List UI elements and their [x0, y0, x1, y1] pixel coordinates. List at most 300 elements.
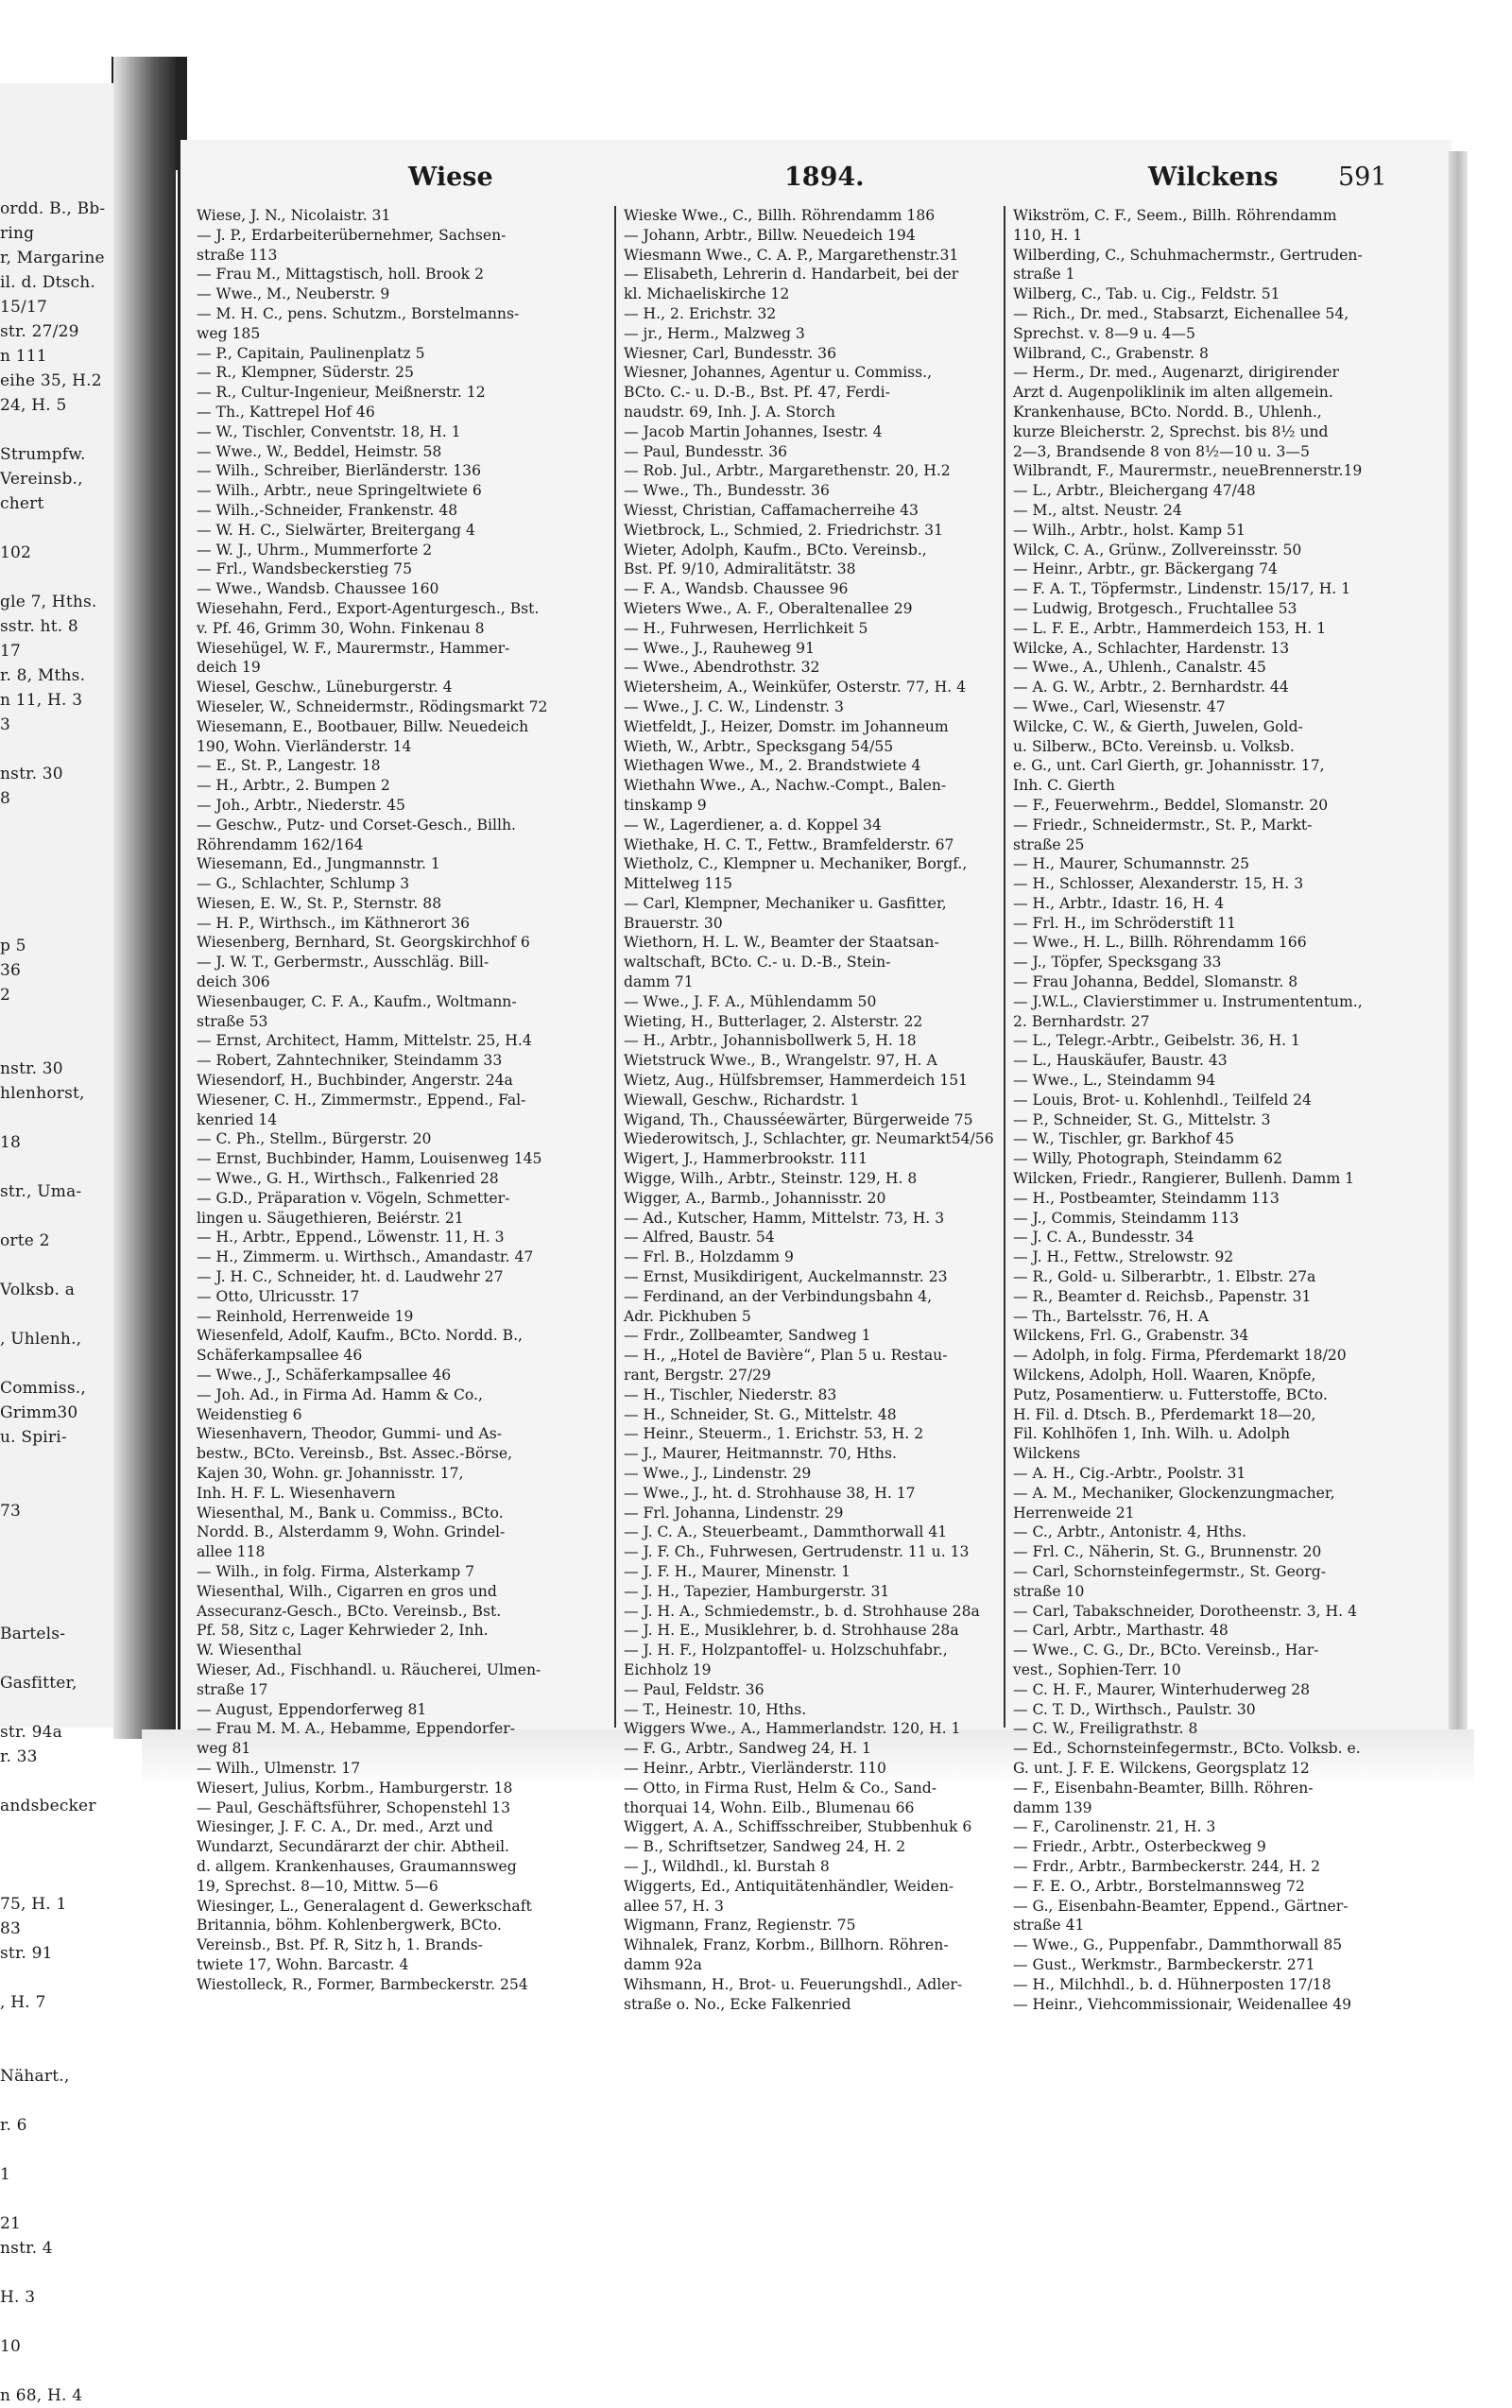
directory-entry: — C. H. F., Maurer, Winterhuderweg 28 — [1013, 1680, 1311, 1698]
directory-entry: Wietbrock, L., Schmied, 2. Friedrichstr. 31 — [624, 521, 944, 539]
directory-entry: allee 118 — [197, 1543, 266, 1561]
directory-entry: — H., Tischler, Niederstr. 83 — [624, 1385, 837, 1403]
left-page-fragment: gle 7, Hths. — [0, 593, 97, 611]
directory-entry: Wieth, W., Arbtr., Specksgang 54/55 — [624, 737, 894, 755]
left-page-fragment: 18 — [0, 1133, 22, 1152]
directory-entry: — Gust., Werkmstr., Barmbeckerstr. 271 — [1013, 1955, 1315, 1973]
directory-entry: damm 71 — [624, 973, 694, 991]
directory-entry: e. G., unt. Carl Gierth, gr. Johannisstr. 17, — [1013, 757, 1325, 775]
directory-entry: Wiestolleck, R., Former, Barmbeckerstr. 254 — [197, 1975, 528, 1993]
left-page-fragment — [0, 2089, 170, 2113]
directory-entry: Wiesst, Christian, Caffamacherreihe 43 — [624, 501, 919, 519]
directory-entry: Wiesenfeld, Adolf, Kaufm., BCto. Nordd. B., — [197, 1327, 524, 1345]
directory-entry: Wiesener, C. H., Zimmermstr., Eppend., Fal- — [197, 1091, 526, 1109]
directory-entry: — Heinr., Steuerm., 1. Erichstr. 53, H. 2 — [624, 1425, 924, 1443]
directory-entry: Mittelweg 115 — [624, 875, 732, 893]
directory-entry: Wiesel, Geschw., Lüneburgerstr. 4 — [197, 679, 453, 697]
directory-entry: 110, H. 1 — [1013, 226, 1083, 244]
directory-entry: Wiesert, Julius, Korbm., Hamburgerstr. 18 — [197, 1779, 513, 1797]
directory-entry: — J. P., Erdarbeiterübernehmer, Sachsen- — [197, 226, 507, 244]
left-page-fragment: Volksb. a — [0, 1281, 76, 1299]
left-page-fragment: n 11, H. 3 — [0, 691, 83, 710]
directory-entry: — H., 2. Erichstr. 32 — [624, 304, 777, 322]
directory-entry: — Elisabeth, Lehrerin d. Handarbeit, bei der — [624, 266, 959, 284]
left-page-fragment: andsbecker — [0, 1797, 96, 1815]
directory-entry: Wilbrandt, F., Maurermstr., neueBrennerstr.19 — [1013, 462, 1363, 480]
directory-entry: kenried 14 — [197, 1110, 278, 1128]
directory-entry: — Frdr., Zollbeamter, Sandweg 1 — [624, 1327, 871, 1345]
directory-entry: — Wwe., Th., Bundesstr. 36 — [624, 482, 830, 500]
directory-entry: Wietstruck Wwe., B., Wrangelstr. 97, H. A — [624, 1052, 937, 1070]
directory-entry: — H., Zimmerm. u. Wirthsch., Amandastr. 47 — [197, 1248, 534, 1266]
left-page-fragment — [0, 2310, 170, 2334]
directory-entry: — C. W., Freiligrathstr. 8 — [1013, 1720, 1198, 1738]
directory-entry: Brauerstr. 30 — [624, 914, 723, 932]
directory-entry: — Wwe., M., Neuberstr. 9 — [197, 285, 390, 303]
directory-entry: — Wilh., Arbtr., holst. Kamp 51 — [1013, 521, 1246, 539]
directory-entry: Wiethagen Wwe., M., 2. Brandstwiete 4 — [624, 757, 921, 775]
directory-entry: Sprechst. v. 8—9 u. 4—5 — [1013, 324, 1195, 342]
directory-entry: Wiesehahn, Ferd., Export-Agenturgesch., Bst. — [197, 599, 540, 617]
directory-entry: Wiesehügel, W. F., Maurermstr., Hammer- — [197, 639, 510, 657]
directory-entry: — G., Eisenbahn-Beamter, Eppend., Gärtner- — [1013, 1897, 1349, 1915]
left-page-fragment: Gasfitter, — [0, 1674, 77, 1693]
left-page-fragment: 2 — [0, 986, 11, 1005]
directory-entry: — August, Eppendorferweg 81 — [197, 1700, 427, 1718]
directory-entry: — J. C. A., Bundesstr. 34 — [1013, 1229, 1194, 1247]
directory-entry: 19, Sprechst. 8—10, Mittw. 5—6 — [197, 1877, 438, 1895]
directory-entry: Wiethahn Wwe., A., Nachw.-Compt., Balen- — [624, 777, 947, 795]
directory-entry: Wiesenbauger, C. F. A., Kaufm., Woltmann- — [197, 992, 517, 1010]
left-page-fragment — [0, 2187, 170, 2211]
directory-entry: — Wwe., J., Lindenstr. 29 — [624, 1465, 812, 1482]
directory-entry: Wiesinger, J. F. C. A., Dr. med., Arzt und — [197, 1818, 493, 1836]
directory-entry: straße 17 — [197, 1680, 268, 1698]
directory-entry: — Wwe., J., Rauheweg 91 — [624, 639, 816, 657]
directory-entry: Wiggert, A. A., Schiffsschreiber, Stubbenhuk 6 — [624, 1818, 972, 1836]
directory-entry: Wigger, A., Barmb., Johannisstr. 20 — [624, 1189, 886, 1207]
directory-entry: Fil. Kohlhöfen 1, Inh. Wilh. u. Adolph — [1013, 1425, 1291, 1443]
directory-entry: vest., Sophien-Terr. 10 — [1013, 1660, 1181, 1678]
left-page-fragment: u. Spiri- — [0, 1428, 67, 1447]
directory-entry: — Heinr., Arbtr., Vierländerstr. 110 — [624, 1759, 886, 1777]
directory-entry: — Ernst, Buchbinder, Hamm, Louisenweg 145 — [197, 1150, 542, 1168]
directory-entry: Wigand, Th., Chausséewärter, Bürgerweide 75 — [624, 1110, 973, 1128]
column-3 — [1013, 206, 1410, 2013]
directory-entry: — F. E. O., Arbtr., Borstelmannsweg 72 — [1013, 1877, 1305, 1895]
left-page-fragment: 75, H. 1 — [0, 1895, 67, 1914]
directory-entry: — J. F. H., Maurer, Minenstr. 1 — [624, 1562, 851, 1580]
directory-entry: BCto. C.- u. D.-B., Bst. Pf. 47, Ferdi- — [624, 384, 890, 402]
directory-entry: d. allgem. Krankenhauses, Graumannsweg — [197, 1857, 517, 1875]
directory-entry: Wigmann, Franz, Regienstr. 75 — [624, 1917, 856, 1935]
directory-entry: Wiesenberg, Bernhard, St. Georgskirchhof 6 — [197, 934, 530, 952]
directory-entry: — Wwe., Carl, Wiesenstr. 47 — [1013, 697, 1226, 715]
left-page-fragment: chert — [0, 494, 44, 513]
left-page-fragment: 83 — [0, 1919, 22, 1938]
directory-entry: Wigge, Wilh., Arbtr., Steinstr. 129, H. 8 — [624, 1170, 918, 1188]
directory-entry: — J. C. A., Steuerbeamt., Dammthorwall 41 — [624, 1523, 948, 1541]
directory-entry: Arzt d. Augenpoliklinik im alten allgemein. — [1013, 384, 1333, 402]
directory-entry: — E., St. P., Langestr. 18 — [197, 757, 381, 775]
directory-entry: straße o. No., Ecke Falkenried — [624, 1995, 851, 2013]
directory-entry: — Ernst, Musikdirigent, Auckelmannstr. 23 — [624, 1268, 948, 1286]
directory-entry: — Frl. H., im Schröderstift 11 — [1013, 914, 1236, 932]
directory-entry: — Heinr., Viehcommissionair, Weidenallee 49 — [1013, 1995, 1352, 2013]
column-2 — [624, 206, 998, 2013]
directory-entry: — Wwe., G. H., Wirthsch., Falkenried 28 — [197, 1170, 499, 1188]
directory-entry: — H., „Hotel de Bavière“, Plan 5 u. Restau- — [624, 1347, 948, 1365]
left-page-fragment: sstr. ht. 8 — [0, 617, 78, 636]
directory-entry: Wiesemann, E., Bootbauer, Billw. Neuedeich — [197, 717, 529, 735]
directory-entry: lingen u. Säugethieren, Beiérstr. 21 — [197, 1209, 464, 1227]
directory-entry: v. Pf. 46, Grimm 30, Wohn. Finkenau 8 — [197, 619, 485, 637]
directory-entry: — H., Maurer, Schumannstr. 25 — [1013, 855, 1250, 873]
directory-entry: — C. Ph., Stellm., Bürgerstr. 20 — [197, 1130, 432, 1148]
directory-entry: Wigert, J., Hammerbrookstr. 111 — [624, 1150, 868, 1168]
directory-entry: — Wwe., L., Steindamm 94 — [1013, 1072, 1216, 1090]
directory-entry: straße 41 — [1013, 1917, 1085, 1935]
directory-entry: — C., Arbtr., Antonistr. 4, Hths. — [1013, 1523, 1246, 1541]
directory-entry: — Friedr., Schneidermstr., St. P., Markt- — [1013, 816, 1313, 834]
directory-entry: — H., Arbtr., Johannisbollwerk 5, H. 18 — [624, 1032, 917, 1050]
directory-entry: — J. H., Fettw., Strelowstr. 92 — [1013, 1248, 1234, 1266]
directory-entry: Wietholz, C., Klempner u. Mechaniker, Borgf., — [624, 855, 968, 873]
directory-entry: — J. H., Tapezier, Hamburgerstr. 31 — [624, 1582, 890, 1600]
directory-entry: — H., Arbtr., 2. Bumpen 2 — [197, 777, 390, 795]
directory-entry: — Carl, Arbtr., Marthastr. 48 — [1013, 1622, 1228, 1640]
directory-entry: — Louis, Brot- u. Kohlenhdl., Teilfeld 24 — [1013, 1091, 1312, 1109]
left-page-fragment: r. 6 — [0, 2116, 27, 2135]
directory-entry: — H., Arbtr., Idastr. 16, H. 4 — [1013, 894, 1225, 912]
directory-entry: — Geschw., Putz- und Corset-Gesch., Billh. — [197, 816, 516, 834]
directory-entry: — Ad., Kutscher, Hamm, Mittelstr. 73, H. 3 — [624, 1209, 945, 1227]
directory-entry: Wiesinger, L., Generalagent d. Gewerkschaft — [197, 1897, 532, 1915]
directory-entry: — Carl, Tabakschneider, Dorotheenstr. 3, H. 4 — [1013, 1602, 1357, 1620]
directory-entry: — Ferdinand, an der Verbindungsbahn 4, — [624, 1287, 933, 1305]
directory-entry: — Wwe., J. F. A., Mühlendamm 50 — [624, 992, 877, 1010]
directory-entry: — H., Fuhrwesen, Herrlichkeit 5 — [624, 619, 868, 637]
running-header — [198, 163, 1387, 200]
left-page-fragment: ring — [0, 224, 35, 243]
directory-entry: — J., Wildhdl., kl. Burstah 8 — [624, 1857, 830, 1875]
directory-entry: Wihsmann, H., Brot- u. Feuerungshdl., Adler- — [624, 1975, 963, 1993]
directory-entry: — J. H. E., Musiklehrer, b. d. Strohhause 28a — [624, 1622, 959, 1640]
directory-entry: — F. A., Wandsb. Chaussee 96 — [624, 580, 849, 598]
column-1 — [197, 206, 601, 1993]
directory-entry: — P., Schneider, St. G., Mittelstr. 3 — [1013, 1110, 1271, 1128]
directory-entry: Wilckens, Frl. G., Grabenstr. 34 — [1013, 1327, 1249, 1345]
directory-entry: u. Silberw., BCto. Vereinsb. u. Volksb. — [1013, 737, 1295, 755]
directory-entry: Wiethake, H. C. T., Fettw., Bramfelderstr. 67 — [624, 835, 954, 853]
left-page-fragment: 102 — [0, 543, 32, 562]
directory-entry: — F., Feuerwehrm., Beddel, Slomanstr. 20 — [1013, 796, 1329, 814]
directory-entry: — L., Telegr.-Arbtr., Geibelstr. 36, H. 1 — [1013, 1032, 1300, 1050]
directory-entry: — L. F. E., Arbtr., Hammerdeich 153, H. 1 — [1013, 619, 1327, 637]
directory-entry: Wiederowitsch, J., Schlachter, gr. Neumarkt54/56 — [624, 1130, 994, 1148]
left-page-fragment — [0, 2359, 170, 2383]
directory-entry: — Paul, Feldstr. 36 — [624, 1680, 765, 1698]
directory-entry: deich 306 — [197, 973, 270, 991]
directory-entry: — Rob. Jul., Arbtr., Margarethenstr. 20, H.2 — [624, 462, 951, 480]
directory-entry: Wilbrand, C., Grabenstr. 8 — [1013, 344, 1209, 362]
directory-entry: Inh. C. Gierth — [1013, 777, 1115, 795]
directory-entry: — Willy, Photograph, Steindamm 62 — [1013, 1150, 1283, 1168]
directory-entry: kl. Michaeliskirche 12 — [624, 285, 790, 303]
directory-entry: — W. H. C., Sielwärter, Breitergang 4 — [197, 521, 475, 539]
directory-entry: — L., Arbtr., Bleichergang 47/48 — [1013, 482, 1256, 500]
directory-entry: — H., Arbtr., Eppend., Löwenstr. 11, H. 3 — [197, 1229, 505, 1247]
directory-entry: — F. A. T., Töpfermstr., Lindenstr. 15/17, H. 1 — [1013, 580, 1351, 598]
directory-entry: Putz, Posamentierw. u. Futterstoffe, BCto. — [1013, 1385, 1328, 1403]
left-page-fragment: ordd. B., Bb- — [0, 199, 106, 218]
directory-entry: — J. H. F., Holzpantoffel- u. Holzschuhfabr., — [624, 1642, 948, 1660]
left-page-fragment: Grimm30 — [0, 1403, 78, 1422]
directory-entry: — C. T. D., Wirthsch., Paulstr. 30 — [1013, 1700, 1256, 1718]
left-page-fragment: Commiss., — [0, 1379, 86, 1398]
directory-entry: Bst. Pf. 9/10, Admiralitätstr. 38 — [624, 560, 856, 578]
left-page-fragment: str. 91 — [0, 1944, 53, 1963]
directory-entry: — J. F. Ch., Fuhrwesen, Gertrudenstr. 11 u. 13 — [624, 1543, 970, 1561]
directory-entry: — A. G. W., Arbtr., 2. Bernhardstr. 44 — [1013, 679, 1289, 697]
directory-entry: — Friedr., Arbtr., Osterbeckweg 9 — [1013, 1838, 1266, 1856]
directory-entry: — Reinhold, Herrenweide 19 — [197, 1307, 414, 1325]
directory-entry: — Wwe., A., Uhlenh., Canalstr. 45 — [1013, 659, 1266, 677]
directory-entry: — Wwe., J., ht. d. Strohhause 38, H. 17 — [624, 1484, 916, 1502]
directory-entry: Wiesemann, Ed., Jungmannstr. 1 — [197, 855, 440, 873]
directory-entry: — Rich., Dr. med., Stabsarzt, Eichenallee 54, — [1013, 304, 1349, 322]
left-page-fragment: r. 8, Mths. — [0, 666, 86, 685]
directory-entry: — Adolph, in folg. Firma, Pferdemarkt 18/20 — [1013, 1347, 1347, 1365]
directory-entry: — Wilh., Ulmenstr. 17 — [197, 1759, 361, 1777]
left-page-fragment: 8 — [0, 789, 11, 808]
directory-entry: — Wwe., J., Schäferkampsallee 46 — [197, 1367, 452, 1385]
page-number: 591 — [1338, 163, 1387, 192]
directory-entry: Wiesenthal, M., Bank u. Commiss., BCto. — [197, 1504, 504, 1522]
directory-entry: 190, Wohn. Vierländerstr. 14 — [197, 737, 412, 755]
directory-entry: — Wwe., Wandsb. Chaussee 160 — [197, 580, 439, 598]
left-page-fragment: , Uhlenh., — [0, 1330, 82, 1349]
left-page-fragment: nstr. 30 — [0, 765, 63, 783]
left-page-fragment: r. 33 — [0, 1747, 38, 1766]
left-page-fragment: n 68, H. 4 — [0, 2386, 83, 2405]
directory-entry: straße 1 — [1013, 266, 1075, 284]
directory-entry: Wiggers Wwe., A., Hammerlandstr. 120, H. 1 — [624, 1720, 961, 1738]
directory-entry: — Otto, Ulricusstr. 17 — [197, 1287, 360, 1305]
header-year: 1894. — [784, 163, 865, 192]
directory-entry: Wilck, C. A., Grünw., Zollvereinsstr. 50 — [1013, 541, 1302, 559]
directory-entry: — Paul, Geschäftsführer, Schopenstehl 13 — [197, 1798, 511, 1816]
directory-entry: — Frl., Wandsbeckerstieg 75 — [197, 560, 413, 578]
directory-entry: — A. M., Mechaniker, Glockenzungmacher, — [1013, 1484, 1335, 1502]
left-page-fragment: H. 3 — [0, 2288, 36, 2307]
left-page-fragment: Vereinsb., — [0, 470, 83, 489]
directory-entry: — Johann, Arbtr., Billw. Neuedeich 194 — [624, 226, 916, 244]
directory-entry: Wikström, C. F., Seem., Billh. Röhrendamm — [1013, 207, 1337, 224]
directory-entry: thorquai 14, Wohn. Eilb., Blumenau 66 — [624, 1798, 915, 1816]
directory-entry: — Frau M. M. A., Hebamme, Eppendorfer- — [197, 1720, 516, 1738]
directory-entry: — H., Schneider, St. G., Mittelstr. 48 — [624, 1405, 897, 1423]
left-page-fragment: 15/17 — [0, 298, 47, 317]
directory-entry: — J. H. A., Schmiedemstr., b. d. Strohhause 28a — [624, 1602, 980, 1620]
directory-entry: — H., Schlosser, Alexanderstr. 15, H. 3 — [1013, 875, 1304, 893]
directory-entry: — R., Klempner, Süderstr. 25 — [197, 364, 414, 382]
left-page-fragment — [0, 1843, 170, 1867]
directory-entry: Krankenhause, BCto. Nordd. B., Uhlenh., — [1013, 403, 1322, 421]
directory-entry: — J., Töpfer, Specksgang 33 — [1013, 954, 1222, 972]
directory-entry: — M., altst. Neustr. 24 — [1013, 501, 1182, 519]
directory-entry: — Frl. Johanna, Lindenstr. 29 — [624, 1504, 844, 1522]
directory-entry: Wiesen, E. W., St. P., Sternstr. 88 — [197, 894, 442, 912]
directory-entry: Wiewall, Geschw., Richardstr. 1 — [624, 1091, 860, 1109]
directory-entry: waltschaft, BCto. C.- u. D.-B., Stein- — [624, 954, 891, 972]
header-right-word: Wilckens — [1148, 163, 1279, 192]
left-page-fragment: il. d. Dtsch. — [0, 273, 96, 292]
directory-entry: — W., Tischler, gr. Barkhof 45 — [1013, 1130, 1235, 1148]
directory-entry: Schäferkampsallee 46 — [197, 1347, 363, 1365]
left-page-fragment: 10 — [0, 2337, 22, 2356]
directory-entry: H. Fil. d. Dtsch. B., Pferdemarkt 18—20, — [1013, 1405, 1316, 1423]
directory-entry: Adr. Pickhuben 5 — [624, 1307, 751, 1325]
left-page-fragment — [0, 2138, 170, 2162]
gutter-shadow — [113, 57, 176, 1739]
directory-entry: — jr., Herm., Malzweg 3 — [624, 324, 805, 342]
directory-entry: Wilckens — [1013, 1445, 1081, 1463]
page-edge — [1449, 151, 1468, 1748]
directory-entry: — H. P., Wirthsch., im Käthnerort 36 — [197, 914, 471, 932]
left-page-fragment: Nähart., — [0, 2067, 70, 2086]
directory-entry: naudstr. 69, Inh. J. A. Storch — [624, 403, 835, 421]
directory-entry: straße 10 — [1013, 1582, 1085, 1600]
directory-entry: Eichholz 19 — [624, 1660, 712, 1678]
directory-entry: damm 139 — [1013, 1798, 1092, 1816]
left-page-fragment: 21 — [0, 2214, 22, 2233]
directory-entry: twiete 17, Wohn. Barcastr. 4 — [197, 1955, 409, 1973]
directory-entry: — R., Gold- u. Silberarbtr., 1. Elbstr. 27a — [1013, 1268, 1316, 1286]
directory-entry: allee 57, H. 3 — [624, 1897, 724, 1915]
directory-entry: — Ed., Schornsteinfegermstr., BCto. Volksb. e. — [1013, 1740, 1361, 1758]
directory-entry: Nordd. B., Alsterdamm 9, Wohn. Grindel- — [197, 1523, 506, 1541]
directory-entry: Wihnalek, Franz, Korbm., Billhorn. Röhren- — [624, 1936, 949, 1954]
directory-entry: Wieske Wwe., C., Billh. Röhrendamm 186 — [624, 207, 936, 224]
left-page-fragment: hlenhorst, — [0, 1084, 85, 1103]
directory-entry: — M. H. C., pens. Schutzm., Borstelmanns- — [197, 304, 520, 322]
column-divider — [1004, 206, 1005, 1728]
directory-entry: — Th., Bartelsstr. 76, H. A — [1013, 1307, 1210, 1325]
directory-entry: — Robert, Zahntechniker, Steindamm 33 — [197, 1052, 503, 1070]
directory-entry: Herrenweide 21 — [1013, 1504, 1135, 1522]
directory-entry: — Ernst, Architect, Hamm, Mittelstr. 25, H.4 — [197, 1032, 532, 1050]
directory-entry: — Joh. Ad., in Firma Ad. Hamm & Co., — [197, 1385, 483, 1403]
directory-entry: Wieting, H., Butterlager, 2. Alsterstr. 22 — [624, 1012, 923, 1030]
left-page-fragment: orte 2 — [0, 1231, 50, 1250]
left-page-fragment — [0, 2261, 170, 2285]
directory-entry: — Joh., Arbtr., Niederstr. 45 — [197, 796, 405, 814]
directory-entry: Wilberding, C., Schuhmachermstr., Gertruden- — [1013, 246, 1363, 264]
left-page-fragment: str. 27/29 — [0, 322, 79, 341]
directory-entry: Wietersheim, A., Weinküfer, Osterstr. 77, H. 4 — [624, 679, 967, 697]
directory-entry: — R., Beamter d. Reichsb., Papenstr. 31 — [1013, 1287, 1312, 1305]
directory-entry: Wilcke, C. W., & Gierth, Juwelen, Gold- — [1013, 717, 1303, 735]
directory-entry: Assecuranz-Gesch., BCto. Vereinsb., Bst. — [197, 1602, 502, 1620]
left-page-fragment — [0, 2039, 170, 2064]
left-page-fragment: nstr. 30 — [0, 1059, 63, 1078]
left-page-fragment — [0, 1818, 170, 1843]
directory-entry: — G., Schlachter, Schlump 3 — [197, 875, 410, 893]
left-page-fragment: 73 — [0, 1502, 22, 1521]
directory-entry: — Alfred, Baustr. 54 — [624, 1229, 775, 1247]
directory-entry: — Wilh.,-Schneider, Frankenstr. 48 — [197, 501, 458, 519]
directory-entry: — J., Maurer, Heitmannstr. 70, Hths. — [624, 1445, 897, 1463]
left-page-fragment: 24, H. 5 — [0, 396, 67, 415]
directory-entry: deich 19 — [197, 659, 261, 677]
left-page-fragment: , H. 7 — [0, 1993, 46, 2012]
left-page-fragment — [0, 1867, 170, 1892]
directory-entry: — Frau Johanna, Beddel, Slomanstr. 8 — [1013, 973, 1298, 991]
left-page-fragment: str., Uma- — [0, 1182, 82, 1201]
directory-entry: Wilberg, C., Tab. u. Cig., Feldstr. 51 — [1013, 285, 1280, 303]
directory-entry: Britannia, böhm. Kohlenbergwerk, BCto. — [197, 1917, 502, 1935]
directory-entry: — Ludwig, Brotgesch., Fruchtallee 53 — [1013, 599, 1297, 617]
directory-entry: — J.W.L., Clavierstimmer u. Instrumententum., — [1013, 992, 1363, 1010]
directory-entry: tinskamp 9 — [624, 796, 707, 814]
directory-entry: — Carl, Schornsteinfegermstr., St. Georg- — [1013, 1562, 1326, 1580]
directory-entry: Vereinsb., Bst. Pf. R, Sitz h, 1. Brands- — [197, 1936, 483, 1954]
directory-entry: — Herm., Dr. med., Augenarzt, dirigirender — [1013, 364, 1339, 382]
directory-entry: — Otto, in Firma Rust, Helm & Co., Sand- — [624, 1779, 937, 1797]
directory-entry: straße 113 — [197, 246, 278, 264]
directory-entry: Weidenstieg 6 — [197, 1405, 302, 1423]
directory-entry: Wiesendorf, H., Buchbinder, Angerstr. 24a — [197, 1072, 513, 1090]
directory-entry: Wiesmann Wwe., C. A. P., Margarethenstr.31 — [624, 246, 959, 264]
directory-entry: — W. J., Uhrm., Mummerforte 2 — [197, 541, 433, 559]
directory-entry: — Frdr., Arbtr., Barmbeckerstr. 244, H. 2 — [1013, 1857, 1321, 1875]
directory-entry: Röhrendamm 162/164 — [197, 835, 364, 853]
directory-entry: — H., Postbeamter, Steindamm 113 — [1013, 1189, 1280, 1207]
header-left-word: Wiese — [408, 163, 493, 192]
directory-entry: — Heinr., Arbtr., gr. Bäckergang 74 — [1013, 560, 1278, 578]
directory-entry: — Wwe., G., Puppenfabr., Dammthorwall 85 — [1013, 1936, 1343, 1954]
directory-entry: Inh. H. F. L. Wiesenhavern — [197, 1484, 396, 1502]
directory-entry: Wiese, J. N., Nicolaistr. 31 — [197, 207, 391, 224]
directory-entry: — T., Heinestr. 10, Hths. — [624, 1700, 807, 1718]
directory-entry: — Wwe., W., Beddel, Heimstr. 58 — [197, 442, 442, 460]
directory-entry: Wieters Wwe., A. F., Oberaltenallee 29 — [624, 599, 913, 617]
directory-entry: — Wwe., C. G., Dr., BCto. Vereinsb., Har- — [1013, 1642, 1319, 1660]
directory-entry: Wietfeldt, J., Heizer, Domstr. im Johanneum — [624, 717, 949, 735]
directory-entry: — Frau M., Mittagstisch, holl. Brook 2 — [197, 266, 485, 284]
directory-entry: Wilckens, Adolph, Holl. Waaren, Knöpfe, — [1013, 1367, 1316, 1385]
directory-entry: Wiggerts, Ed., Antiquitätenhändler, Weiden- — [624, 1877, 954, 1895]
directory-entry: — W., Tischler, Conventstr. 18, H. 1 — [197, 422, 461, 440]
left-page-fragment: Bartels- — [0, 1625, 66, 1643]
directory-entry: kurze Bleicherstr. 2, Sprechst. bis 8½ und — [1013, 422, 1329, 440]
left-page-fragment: eihe 35, H.2 — [0, 371, 102, 390]
directory-entry: Wiethorn, H. L. W., Beamter der Staatsan- — [624, 934, 939, 952]
directory-entry: — L., Hauskäufer, Baustr. 43 — [1013, 1052, 1228, 1070]
directory-entry: — Wwe., J. C. W., Lindenstr. 3 — [624, 697, 844, 715]
directory-entry: — Paul, Bundesstr. 36 — [624, 442, 788, 460]
directory-entry: Wiesenthal, Wilh., Cigarren en gros und — [197, 1582, 497, 1600]
directory-entry: — J. H. C., Schneider, ht. d. Laudwehr 27 — [197, 1268, 504, 1286]
directory-entry: — Frl. B., Holzdamm 9 — [624, 1248, 794, 1266]
left-page-fragment: n 111 — [0, 347, 47, 366]
left-page-fragment: nstr. 4 — [0, 2239, 53, 2258]
left-page-fragment — [0, 1966, 170, 1990]
directory-entry: — B., Schriftsetzer, Sandweg 24, H. 2 — [624, 1838, 906, 1856]
directory-entry: — A. H., Cig.-Arbtr., Poolstr. 31 — [1013, 1465, 1246, 1482]
left-page-fragment: 17 — [0, 642, 22, 661]
